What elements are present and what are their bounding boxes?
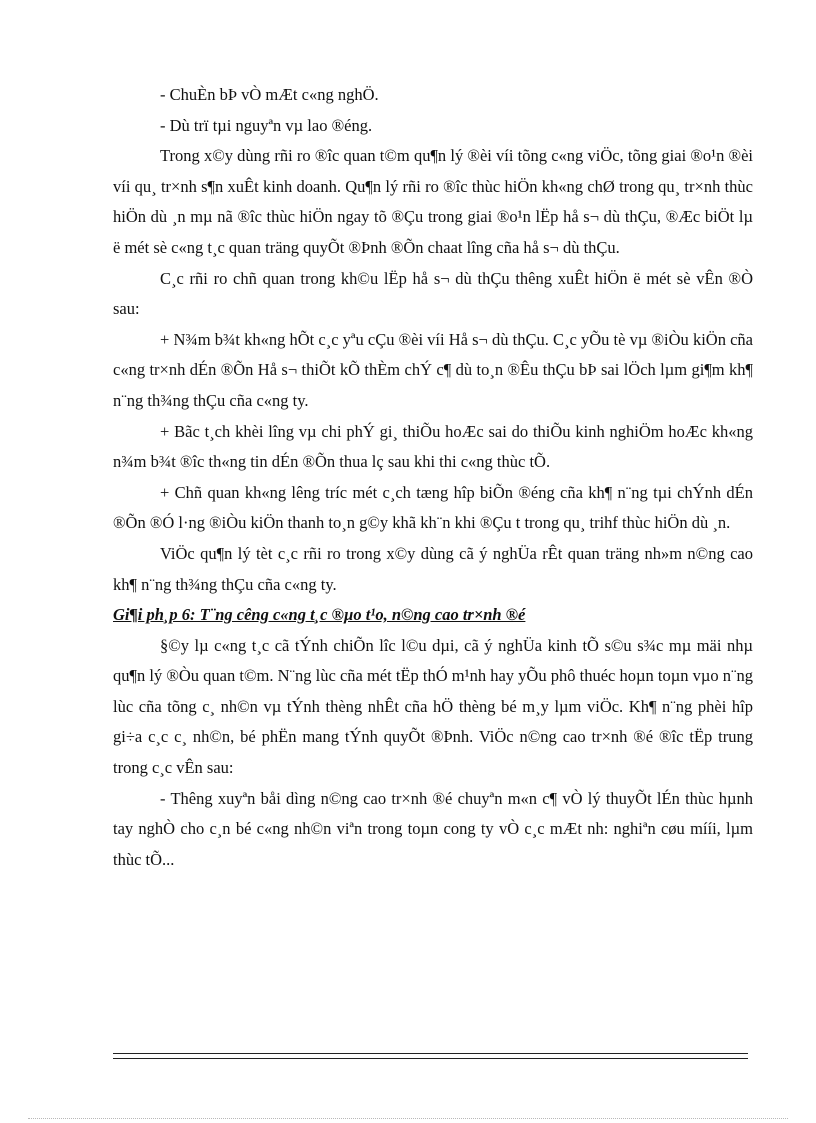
paragraph-6: + Bãc t¸ch khèi lîng vµ chi phÝ gi¸ thiÕu hoÆc sai do thiÕu kinh nghiÖm hoÆc kh«ng n¾m b¾t ®îc th«ng tin dÉn ®Õn thua lç sau khi thi c«ng thùc tÕ. <box>113 421 753 472</box>
paragraph-8: ViÖc qu¶n lý tèt c¸c rñi ro trong x©y dùng cã ý nghÜa rÊt quan träng nh»m n©ng cao kh¶ n¨ng th¾ng thÇu cña c«ng ty. <box>113 543 753 594</box>
paragraph-10: - Thêng xuyªn båi dìng n©ng cao tr×nh ®é chuyªn m«n c¶ vÒ lý thuyÕt lÉn thùc hµnh tay nghÒ cho c¸n bé c«ng nh©n viªn trong toµn cong ty vÒ c¸c mÆt nh: nghiªn cøu mííi, lµm thùc tÕ... <box>113 788 753 869</box>
document-body <box>113 80 753 875</box>
section-heading: Gi¶i ph¸p 6: T¨ng cêng c«ng t¸c ®µo t¹o, n©ng cao tr×nh ®é <box>113 605 526 625</box>
footer-rule-top <box>113 1053 748 1054</box>
paragraph-7: + Chñ quan kh«ng lêng tríc mét c¸ch tæng hîp biÕn ®éng cña kh¶ n¨ng tµi chÝnh dÉn ®Õn ®Ó l·ng ®iÒu kiÖn thanh to¸n g©y khã kh¨n khi ®Çu t trong qu¸ trihf thùc hiÖn dù ¸n. <box>113 482 753 533</box>
footer-rule-bottom <box>113 1058 748 1059</box>
paragraph-3: Trong x©y dùng rñi ro ®îc quan t©m qu¶n lý ®èi víi tõng c«ng viÖc, tõng giai ®o¹n ®èi víi qu¸ tr×nh s¶n xuÊt kinh doanh. Qu¶n lý rñi ro ®îc thùc hiÖn kh«ng chØ trong qu¸ tr×nh thùc hiÖn dù ¸n mµ nã ®îc thùc hiÖn ngay tõ ®Çu trong giai ®o¹n lËp hå s¬ dù thÇu, ®Æc biÖt lµ ë mét sè c«ng t¸c quan träng quyÕt ®Þnh ®Õn chaat lîng cña hå s¬ dù thÇu. <box>113 146 753 257</box>
paragraph-1: - ChuÈn bÞ vÒ mÆt c«ng nghÖ. <box>160 85 379 104</box>
paragraph-9: §©y lµ c«ng t¸c cã tÝnh chiÕn lîc l©u dµi, cã ý nghÜa kinh tÕ s©u s¾c mµ mäi nhµ qu¶n lý ®Òu quan t©m. N¨ng lùc cña mét tËp thÓ m¹nh hay yÕu phô thuéc hoµn toµn vµo n¨ng lùc cña tõng c¸ nh©n vµ tÝnh thèng nhÊt cña hÖ thèng bé m¸y lµm viÖc. Kh¶ n¨ng phèi hîp gi÷a c¸c c¸ nh©n, bé phËn mang tÝnh quyÕt ®Þnh. ViÖc n©ng cao tr×nh ®é ®îc tËp trung trong c¸c vÊn sau: <box>113 635 753 778</box>
paragraph-4: C¸c rñi ro chñ quan trong kh©u lËp hå s¬ dù thÇu thêng xuÊt hiÖn ë mét sè vÊn ®Ò sau: <box>113 268 753 319</box>
page-edge-dotted-line <box>28 1118 788 1119</box>
paragraph-2: - Dù trï tµi nguyªn vµ lao ®éng. <box>160 115 373 135</box>
paragraph-5: + N¾m b¾t kh«ng hÕt c¸c yªu cÇu ®èi víi Hå s¬ dù thÇu. C¸c yÕu tè vµ ®iÒu kiÖn cña c«ng tr×nh dÉn ®Õn Hå s¬ thiÕt kÕ thÈm chÝ c¶ dù to¸n ®Êu thÇu bÞ sai lÖch lµm gi¶m kh¶ n¨ng th¾ng thÇu cña c«ng ty. <box>113 329 753 410</box>
